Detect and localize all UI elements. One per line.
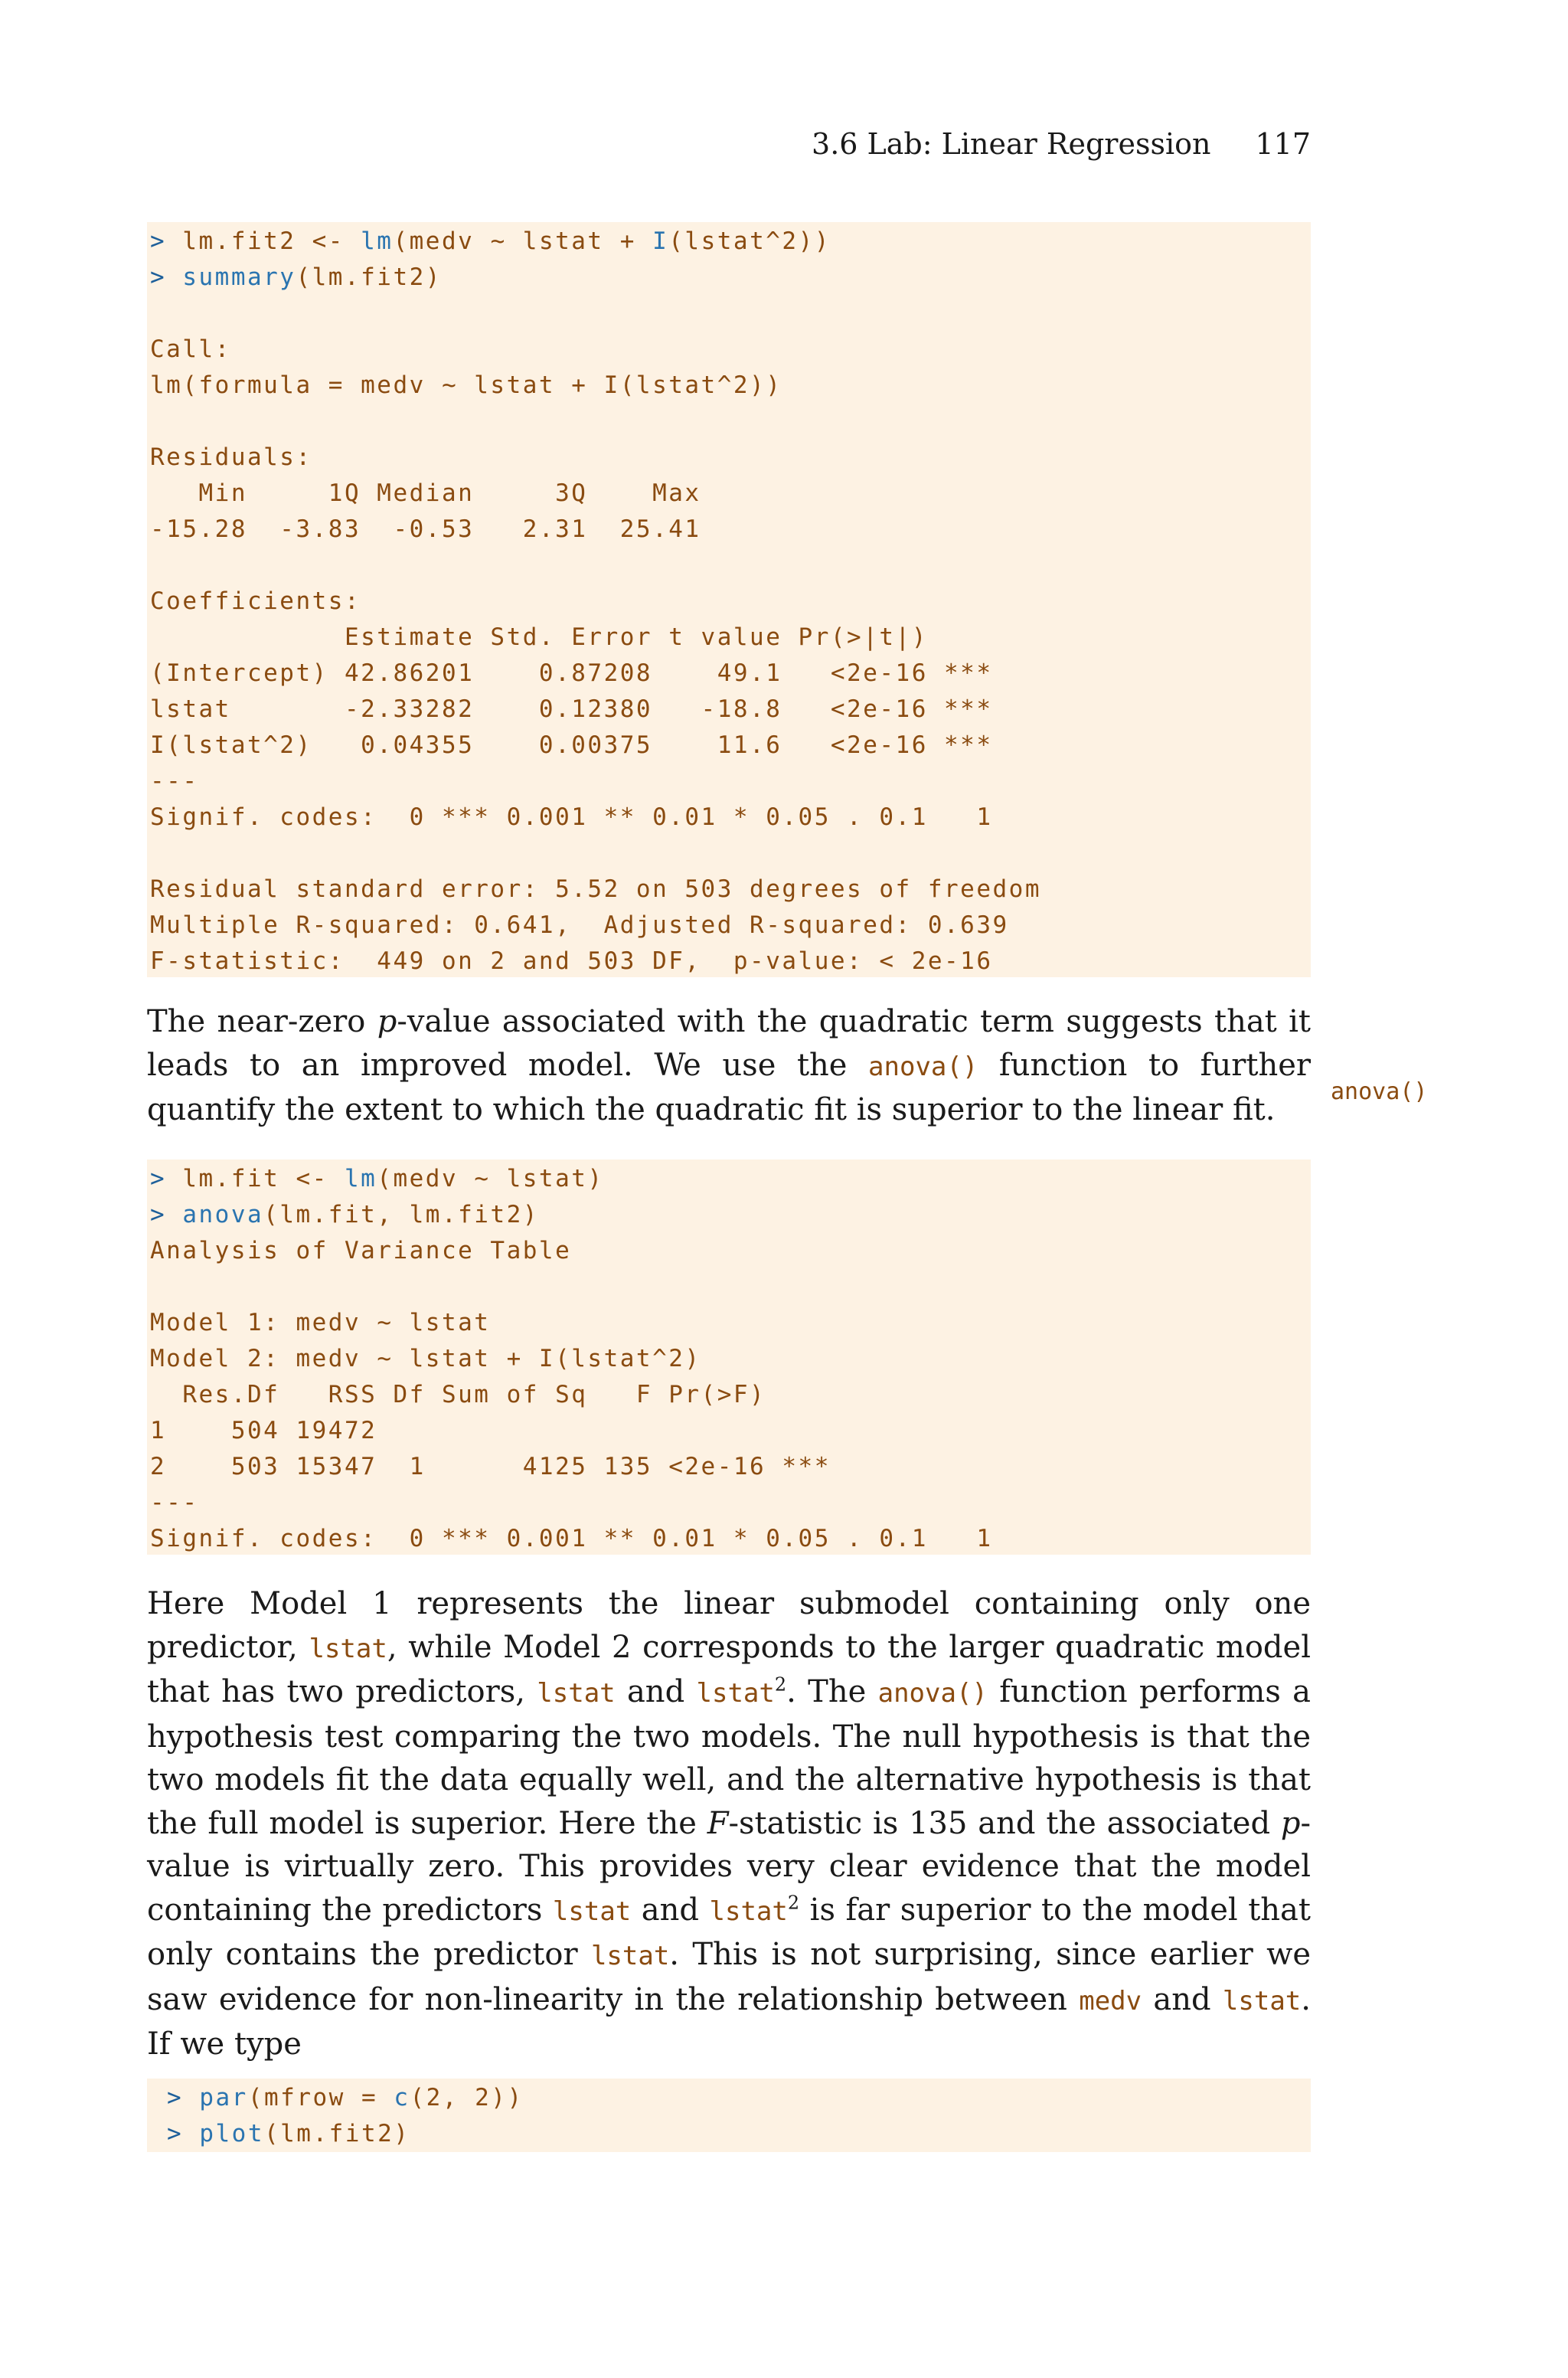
text-run: . This is not surprising, since earlier we saw evidence for non-linearity in the relationship between (147, 1937, 1311, 2017)
code-line (150, 296, 1311, 332)
math-p: p (1280, 1805, 1301, 1841)
code-line: Signif. codes: 0 *** 0.001 ** 0.01 * 0.05 . 0.1 1 (150, 803, 993, 831)
code-line: Model 1: medv ∼ lstat (150, 1309, 491, 1336)
inline-code-lstat: lstat (552, 1896, 632, 1927)
paragraph-quadratic-term (147, 1000, 1311, 1132)
code-line: > plot(lm.fit2) (167, 2120, 410, 2147)
text-run: is far superior to the model that only contains the predictor (147, 1892, 1311, 1972)
code-line: --- (150, 767, 199, 795)
text-run: . If we type (147, 1981, 1311, 2062)
code-line: 2 503 15347 1 4125 135 <2e-16 *** (150, 1453, 831, 1480)
math-p: p (377, 1004, 397, 1039)
text-run: . The (786, 1674, 878, 1709)
code-line: -15.28 -3.83 -0.53 2.31 25.41 (150, 515, 701, 543)
inline-code-lstat: lstat (709, 1896, 788, 1927)
code-line: > lm.fit <- lm(medv ∼ lstat) (150, 1165, 604, 1192)
text-run: and (1142, 1981, 1223, 2017)
code-block-anova (147, 1160, 1311, 1555)
code-block-summary (147, 222, 1311, 977)
code-line: Residual standard error: 5.52 on 503 degrees of freedom (150, 875, 1041, 903)
paragraph-model-comparison (147, 1582, 1311, 2066)
inline-code-lstat: lstat (696, 1678, 775, 1709)
code-line (150, 404, 1311, 440)
code-line: lstat -2.33282 0.12380 -18.8 <2e-16 *** (150, 695, 993, 723)
inline-code-lstat: lstat (1222, 1985, 1302, 2017)
code-line: Coefficients: (150, 587, 361, 615)
section-title: 3.6 Lab: Linear Regression (812, 127, 1211, 161)
text-run: -statistic is 135 and the associated (728, 1805, 1281, 1841)
code-line (150, 1269, 1311, 1305)
text-run: , while Model 2 corresponds to the larger quadratic model that has two predictors, (147, 1629, 1311, 1709)
superscript: 2 (774, 1673, 787, 1696)
inline-code-anova: anova() (868, 1051, 978, 1082)
code-line: Estimate Std. Error t value Pr(>|t|) (150, 623, 928, 651)
code-line: > lm.fit2 <- lm(medv ∼ lstat + I(lstat^2)) (150, 227, 831, 255)
text-run: The near-zero (147, 1004, 377, 1039)
text-run: and (631, 1892, 710, 1928)
text-run: -value is virtually zero. This provides very clear evidence that the model containing the predictors (147, 1805, 1311, 1928)
code-line: Min 1Q Median 3Q Max (150, 479, 701, 507)
code-line: --- (150, 1489, 199, 1516)
page-number: 117 (1255, 127, 1311, 161)
code-line: Multiple R-squared: 0.641, Adjusted R-squared: 0.639 (150, 911, 1009, 939)
code-block-plot (147, 2079, 1311, 2152)
code-line: 1 504 19472 (150, 1417, 377, 1444)
inline-code-lstat: lstat (537, 1678, 616, 1709)
inline-code-lstat: lstat (590, 1941, 670, 1971)
text-run: function performs a hypothesis test comparing the two models. The null hypothesis is that the two models fit the data equally well, and the alternative hypothesis is that the full model is superior. Here the (147, 1674, 1312, 1841)
code-line: Signif. codes: 0 *** 0.001 ** 0.01 * 0.05 . 0.1 1 (150, 1525, 993, 1552)
inline-code-lstat: lstat (309, 1633, 387, 1664)
text-run: function to further quantify the extent to which the quadratic fit is superior to the linear fit. (147, 1047, 1311, 1127)
superscript: 2 (787, 1892, 800, 1914)
inline-code-medv: medv (1079, 1985, 1142, 2017)
code-line: > par(mfrow = c(2, 2)) (167, 2084, 524, 2111)
text-run: and (615, 1674, 697, 1709)
math-f: F (707, 1805, 729, 1841)
code-line: (Intercept) 42.86201 0.87208 49.1 <2e-16 *** (150, 659, 993, 687)
code-line: lm(formula = medv ∼ lstat + I(lstat^2)) (150, 371, 782, 399)
text-run: Here Model 1 represents the linear submodel containing only one predictor, (147, 1586, 1311, 1665)
margin-note-anova: anova() (1331, 1078, 1428, 1105)
text-run: -value associated with the quadratic term suggests that it leads to an improved model. We use the (147, 1004, 1311, 1083)
code-line: I(lstat^2) 0.04355 0.00375 11.6 <2e-16 *** (150, 731, 993, 759)
code-line: > summary(lm.fit2) (150, 263, 442, 291)
code-line (150, 836, 1311, 872)
code-line: Analysis of Variance Table (150, 1237, 572, 1264)
code-line: Residuals: (150, 443, 312, 471)
code-line (150, 548, 1311, 584)
code-line: Res.Df RSS Df Sum of Sq F Pr(>F) (150, 1381, 766, 1408)
code-line: Model 2: medv ∼ lstat + I(lstat^2) (150, 1345, 701, 1372)
code-line: > anova(lm.fit, lm.fit2) (150, 1201, 539, 1228)
inline-code-anova: anova() (877, 1678, 988, 1709)
code-line: Call: (150, 335, 231, 363)
code-line: F-statistic: 449 on 2 and 503 DF, p-value: < 2e-16 (150, 947, 993, 975)
running-head (766, 127, 1311, 161)
